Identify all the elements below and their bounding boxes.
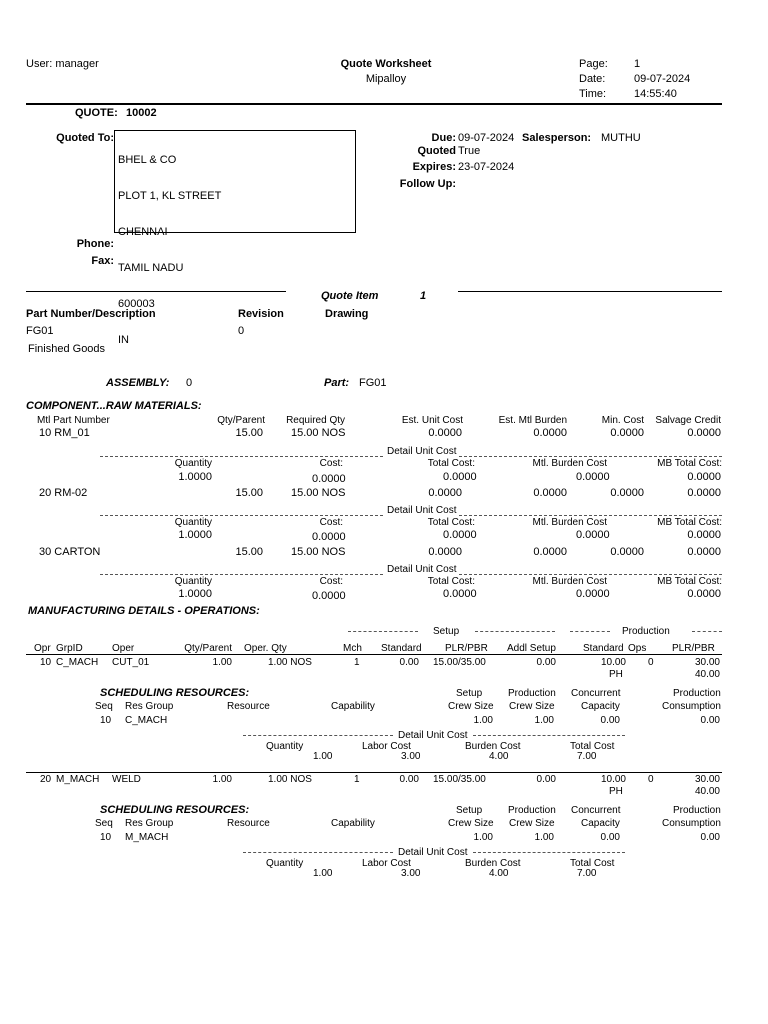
op-qty-parent: 1.00 [212, 774, 232, 785]
assembly-value: 0 [186, 377, 193, 389]
sched-col-resource: Resource [227, 701, 270, 712]
phone-label: Phone: [76, 238, 114, 250]
op-ops: 0 [648, 774, 654, 785]
material-salvage: 0.0000 [687, 427, 721, 439]
revision-value: 0 [238, 325, 245, 337]
sched-res-group: M_MACH [125, 832, 169, 843]
detail-total-header: Total Cost: [427, 576, 475, 587]
col-required-qty: Required Qty [286, 415, 345, 426]
part-description: Finished Goods [28, 343, 106, 355]
setup-divider [348, 631, 418, 632]
op-mch: 1 [354, 774, 360, 785]
sched-col-concurrent: Concurrent [571, 688, 621, 699]
op-prod-standard: 10.00 [600, 657, 626, 668]
sched-col-resource: Resource [227, 818, 270, 829]
address-line: BHEL & CO [118, 154, 177, 166]
material-req-qty: 15.00 NOS [291, 546, 346, 558]
material-salvage: 0.0000 [687, 546, 721, 558]
op-detail-col-quantity: Quantity [266, 741, 304, 752]
op-opr: 10 [40, 657, 52, 668]
op-oper-qty: 1.00 NOS [268, 774, 312, 785]
material-salvage: 0.0000 [687, 487, 721, 499]
sched-col-crew-size2: Crew Size [509, 818, 555, 829]
sched-col-production: Production [508, 805, 556, 816]
sched-col-seq: Seq [95, 701, 113, 712]
op-detail-total: 7.00 [577, 868, 597, 879]
sched-res-group: C_MACH [125, 715, 168, 726]
op-prod-unit: PH [609, 786, 623, 797]
sched-col-crew-size2: Crew Size [509, 701, 555, 712]
col-mtl-part: Mtl Part Number [37, 415, 110, 426]
op-plr-pbr-prod: 30.00 [694, 657, 720, 668]
sched-col-production2: Production [673, 805, 721, 816]
col-mtl-burden: Est. Mtl Burden [498, 415, 567, 426]
op-opr: 20 [40, 774, 52, 785]
op-oper-qty: 1.00 NOS [268, 657, 312, 668]
op-detail-col-quantity: Quantity [266, 858, 304, 869]
detail-total-cost: 0.0000 [443, 529, 477, 541]
detail-total-header: Total Cost: [427, 517, 475, 528]
op-detail-labor: 3.00 [401, 868, 421, 879]
col-grpid: GrpID [56, 643, 83, 654]
material-part: 20 RM-02 [39, 487, 88, 499]
material-req-qty: 15.00 NOS [291, 487, 346, 499]
header-divider [26, 103, 722, 105]
setup-divider [475, 631, 555, 632]
op-detail-labor: 3.00 [401, 751, 421, 762]
sched-col-capacity: Capacity [581, 818, 620, 829]
detail-burden-header: Mtl. Burden Cost [532, 576, 607, 587]
detail-quantity-header: Quantity [174, 458, 212, 469]
detail-quantity-header: Quantity [174, 517, 212, 528]
col-qty-parent: Qty/Parent [217, 415, 265, 426]
material-part: 30 CARTON [39, 546, 101, 558]
material-unit-cost: 0.0000 [428, 487, 462, 499]
detail-mb-total: 0.0000 [687, 529, 721, 541]
detail-quantity: 1.0000 [178, 588, 212, 600]
op-detail-burden: 4.00 [489, 868, 509, 879]
op-mch: 1 [354, 657, 360, 668]
material-min-cost: 0.0000 [610, 427, 644, 439]
sched-col-consumption: Consumption [662, 818, 721, 829]
part-number-header: Part Number/Description [26, 308, 156, 320]
op-detail-col-total: Total Cost [570, 741, 615, 752]
time-label: Time: [579, 88, 607, 100]
material-req-qty: 15.00 NOS [291, 427, 346, 439]
material-unit-cost: 0.0000 [428, 546, 462, 558]
material-min-cost: 0.0000 [610, 546, 644, 558]
sched-section-title: SCHEDULING RESOURCES: [100, 804, 250, 816]
revision-header: Revision [238, 308, 284, 320]
quote-number: 10002 [126, 107, 157, 119]
sched-prod-crew: 1.00 [534, 832, 554, 843]
detail-burden-header: Mtl. Burden Cost [532, 517, 607, 528]
part-number-value: FG01 [26, 325, 54, 337]
op-detail-col-labor: Labor Cost [362, 741, 411, 752]
quote-item-number: 1 [420, 290, 427, 302]
detail-unit-cost-label: Detail Unit Cost [387, 564, 457, 575]
detail-total-header: Total Cost: [427, 458, 475, 469]
sched-col-res-group: Res Group [125, 701, 174, 712]
due-label: Due: [431, 132, 456, 144]
op-prod-unit: PH [609, 669, 623, 680]
sched-capacity: 0.00 [600, 715, 620, 726]
quoted-to-label: Quoted To: [56, 132, 114, 144]
col-qty-parent: Qty/Parent [184, 643, 232, 654]
followup-label: Follow Up: [399, 178, 456, 190]
material-qty-parent: 15.00 [235, 487, 263, 499]
detail-total-cost: 0.0000 [443, 471, 477, 483]
assembly-label: ASSEMBLY: [106, 377, 170, 389]
sched-col-res-group: Res Group [125, 818, 174, 829]
expires-value: 23-07-2024 [458, 161, 515, 173]
address-line: IN [118, 334, 129, 346]
sched-consumption: 0.00 [700, 832, 720, 843]
material-burden: 0.0000 [533, 546, 567, 558]
sched-col-consumption: Consumption [662, 701, 721, 712]
op-prod-standard: 10.00 [600, 774, 626, 785]
detail-mb-total-header: MB Total Cost: [657, 458, 722, 469]
col-standard: Standard [381, 643, 422, 654]
sched-col-setup: Setup [456, 688, 483, 699]
user-label: User: manager [26, 58, 99, 70]
col-oper: Oper [112, 643, 135, 654]
sched-col-seq: Seq [95, 818, 113, 829]
op-plr-pbr-prod-b: 40.00 [694, 669, 720, 680]
material-qty-parent: 15.00 [235, 427, 263, 439]
op-plr-pbr: 15.00/35.00 [433, 774, 486, 785]
address-line: PLOT 1, KL STREET [118, 190, 222, 202]
production-group-label: Production [622, 626, 670, 637]
op-grpid: M_MACH [56, 774, 100, 785]
sched-col-production2: Production [673, 688, 721, 699]
detail-total-cost: 0.0000 [443, 588, 477, 600]
address-line: CHENNAI [118, 226, 168, 238]
op-detail-label: Detail Unit Cost [398, 847, 468, 858]
detail-unit-cost-label: Detail Unit Cost [387, 505, 457, 516]
detail-quantity: 1.0000 [178, 471, 212, 483]
detail-mb-total: 0.0000 [687, 588, 721, 600]
op-standard: 0.00 [399, 657, 419, 668]
op-detail-col-total: Total Cost [570, 858, 615, 869]
sched-seq: 10 [100, 832, 112, 843]
col-salvage: Salvage Credit [655, 415, 721, 426]
sched-capacity: 0.00 [600, 832, 620, 843]
fax-label: Fax: [91, 255, 114, 267]
op-detail-divider [473, 852, 625, 853]
salesperson-label: Salesperson: [522, 132, 592, 144]
detail-cost-header: Cost: [319, 517, 343, 528]
address-line: 600003 [118, 298, 155, 310]
detail-burden-cost: 0.0000 [576, 471, 610, 483]
sched-col-capacity: Capacity [581, 701, 620, 712]
time-value: 14:55:40 [634, 88, 677, 100]
op-detail-col-labor: Labor Cost [362, 858, 411, 869]
part-value: FG01 [359, 377, 387, 389]
material-unit-cost: 0.0000 [428, 427, 462, 439]
material-min-cost: 0.0000 [610, 487, 644, 499]
op-detail-burden: 4.00 [489, 751, 509, 762]
op-detail-divider [473, 735, 625, 736]
col-prod-standard: Standard [583, 643, 624, 654]
quote-item-label: Quote Item [321, 290, 379, 302]
sched-col-capability: Capability [331, 818, 375, 829]
sched-col-concurrent: Concurrent [571, 805, 621, 816]
detail-quantity-header: Quantity [174, 576, 212, 587]
col-opr: Opr [34, 643, 51, 654]
op-plr-pbr-prod: 30.00 [694, 774, 720, 785]
detail-cost: 0.0000 [312, 473, 346, 485]
material-burden: 0.0000 [533, 487, 567, 499]
materials-section-title: COMPONENT...RAW MATERIALS: [26, 400, 202, 412]
op-detail-quantity: 1.00 [313, 751, 333, 762]
item-divider-right [458, 291, 722, 292]
detail-unit-cost-label: Detail Unit Cost [387, 446, 457, 457]
sched-setup-crew: 1.00 [473, 832, 493, 843]
page-label: Page: [579, 58, 608, 70]
operations-section-title: MANUFACTURING DETAILS - OPERATIONS: [28, 605, 260, 617]
col-plr-pbr-prod: PLR/PBR [672, 643, 715, 654]
op-plr-pbr: 15.00/35.00 [433, 657, 486, 668]
op-detail-quantity: 1.00 [313, 868, 333, 879]
col-addl-setup: Addl Setup [507, 643, 556, 654]
sched-col-crew-size: Crew Size [448, 701, 494, 712]
sched-setup-crew: 1.00 [473, 715, 493, 726]
detail-mb-total-header: MB Total Cost: [657, 576, 722, 587]
col-oper-qty: Oper. Qty [244, 643, 287, 654]
op-standard: 0.00 [399, 774, 419, 785]
sched-section-title: SCHEDULING RESOURCES: [100, 687, 250, 699]
sched-col-crew-size: Crew Size [448, 818, 494, 829]
col-mch: Mch [343, 643, 362, 654]
sched-prod-crew: 1.00 [534, 715, 554, 726]
op-detail-col-burden: Burden Cost [465, 741, 521, 752]
op-detail-col-burden: Burden Cost [465, 858, 521, 869]
op-ops: 0 [648, 657, 654, 668]
op-addl-setup: 0.00 [536, 657, 556, 668]
drawing-header: Drawing [325, 308, 369, 320]
date-value: 09-07-2024 [634, 73, 691, 85]
detail-mb-total-header: MB Total Cost: [657, 517, 722, 528]
sched-consumption: 0.00 [700, 715, 720, 726]
sched-seq: 10 [100, 715, 112, 726]
op-oper: WELD [112, 774, 141, 785]
op-detail-label: Detail Unit Cost [398, 730, 468, 741]
due-value: 09-07-2024 [458, 132, 515, 144]
material-part: 10 RM_01 [39, 427, 90, 439]
col-plr-pbr: PLR/PBR [445, 643, 488, 654]
sched-col-production: Production [508, 688, 556, 699]
salesperson-value: MUTHU [601, 132, 641, 144]
col-ops: Ops [628, 643, 647, 654]
company-name: Mipalloy [365, 73, 407, 85]
part-label: Part: [324, 377, 350, 389]
address-line: TAMIL NADU [118, 262, 184, 274]
sched-col-setup: Setup [456, 805, 483, 816]
detail-burden-cost: 0.0000 [576, 529, 610, 541]
detail-cost: 0.0000 [312, 531, 346, 543]
detail-cost-header: Cost: [319, 576, 343, 587]
production-divider [570, 631, 610, 632]
col-min-cost: Min. Cost [601, 415, 644, 426]
col-unit-cost: Est. Unit Cost [401, 415, 463, 426]
op-addl-setup: 0.00 [536, 774, 556, 785]
op-detail-divider [243, 852, 393, 853]
op-oper: CUT_01 [112, 657, 150, 668]
detail-burden-header: Mtl. Burden Cost [532, 458, 607, 469]
production-divider [692, 631, 722, 632]
setup-group-label: Setup [433, 626, 460, 637]
item-divider-left [26, 291, 286, 292]
op-grpid: C_MACH [56, 657, 99, 668]
detail-quantity: 1.0000 [178, 529, 212, 541]
detail-cost-header: Cost: [319, 458, 343, 469]
report-title: Quote Worksheet [340, 58, 432, 70]
material-burden: 0.0000 [533, 427, 567, 439]
detail-burden-cost: 0.0000 [576, 588, 610, 600]
op-detail-divider [243, 735, 393, 736]
op-detail-total: 7.00 [577, 751, 597, 762]
detail-mb-total: 0.0000 [687, 471, 721, 483]
material-qty-parent: 15.00 [235, 546, 263, 558]
quote-label: QUOTE: [75, 107, 118, 119]
quoted-value: True [458, 145, 481, 157]
operations-header-rule [26, 654, 722, 655]
page-value: 1 [634, 58, 641, 70]
op-plr-pbr-prod-b: 40.00 [694, 786, 720, 797]
detail-cost: 0.0000 [312, 590, 346, 602]
sched-col-capability: Capability [331, 701, 375, 712]
address-lines [118, 130, 221, 358]
expires-label: Expires: [412, 161, 456, 173]
date-label: Date: [579, 73, 606, 85]
op-qty-parent: 1.00 [212, 657, 232, 668]
quoted-label: Quoted [417, 145, 456, 157]
